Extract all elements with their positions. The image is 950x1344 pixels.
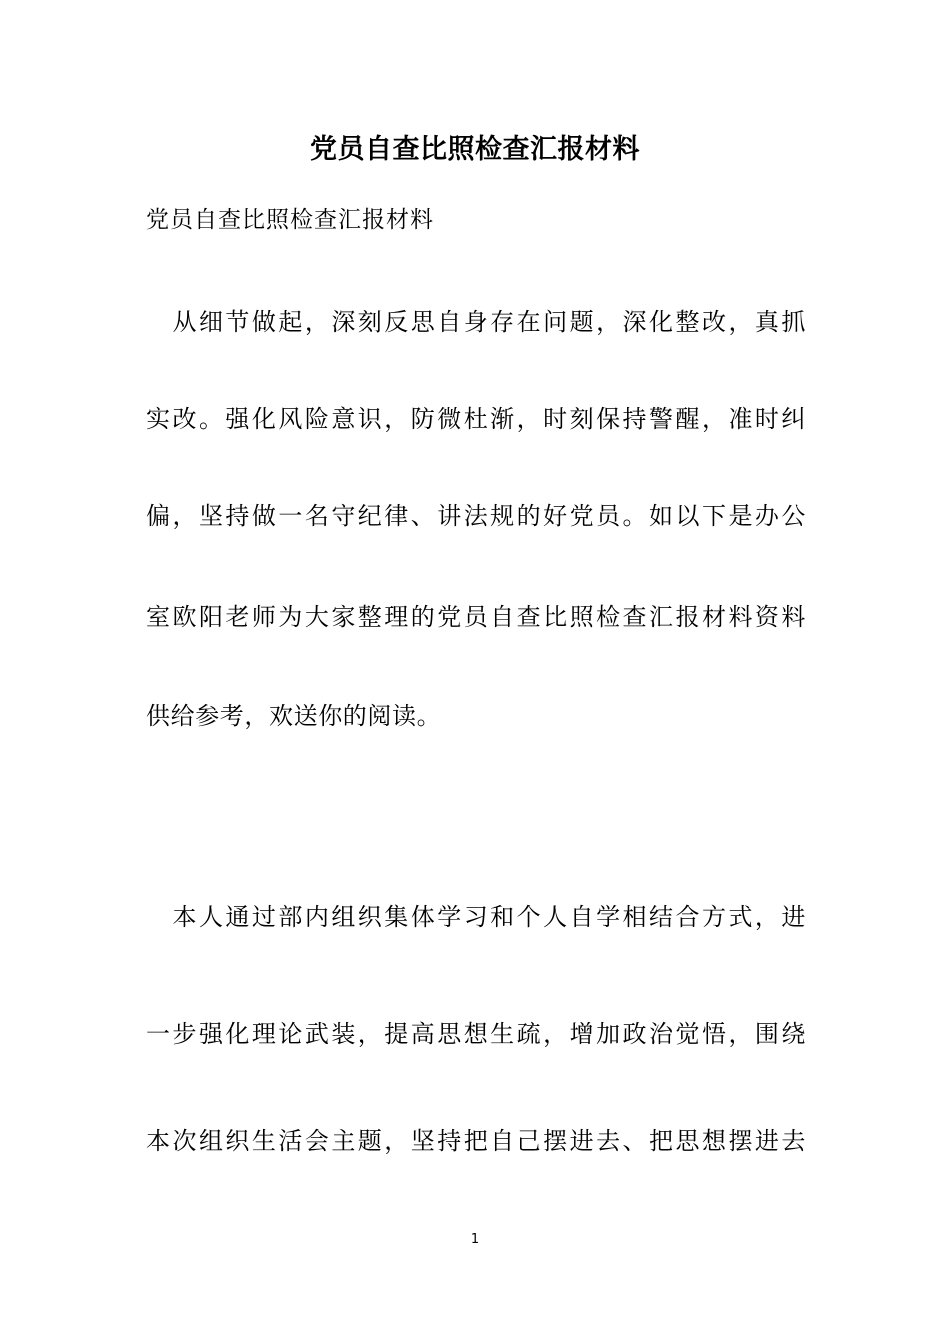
paragraph-line: 本人通过部内组织集体学习和个人自学相结合方式，进 bbox=[146, 903, 806, 931]
paragraph-line: 实改。强化风险意识，防微杜渐，时刻保持警醒，准时纠 bbox=[146, 405, 806, 433]
paragraph-line: 供给参考，欢送你的阅读。 bbox=[146, 702, 442, 730]
paragraph-line: 偏，坚持做一名守纪律、讲法规的好党员。如以下是办公 bbox=[146, 502, 806, 530]
paragraph-line: 从细节做起，深刻反思自身存在问题，深化整改，真抓 bbox=[146, 308, 806, 336]
page-title: 党员自查比照检查汇报材料 bbox=[310, 134, 640, 165]
paragraph-line: 本次组织生活会主题，坚持把自己摆进去、把思想摆进去 bbox=[146, 1127, 806, 1155]
paragraph-line: 室欧阳老师为大家整理的党员自查比照检查汇报材料资料 bbox=[146, 603, 806, 631]
document-subtitle: 党员自查比照检查汇报材料 bbox=[146, 207, 434, 233]
page-number: 1 bbox=[470, 1232, 480, 1247]
paragraph-line: 一步强化理论武装，提高思想生疏，增加政治觉悟，围绕 bbox=[146, 1020, 806, 1048]
